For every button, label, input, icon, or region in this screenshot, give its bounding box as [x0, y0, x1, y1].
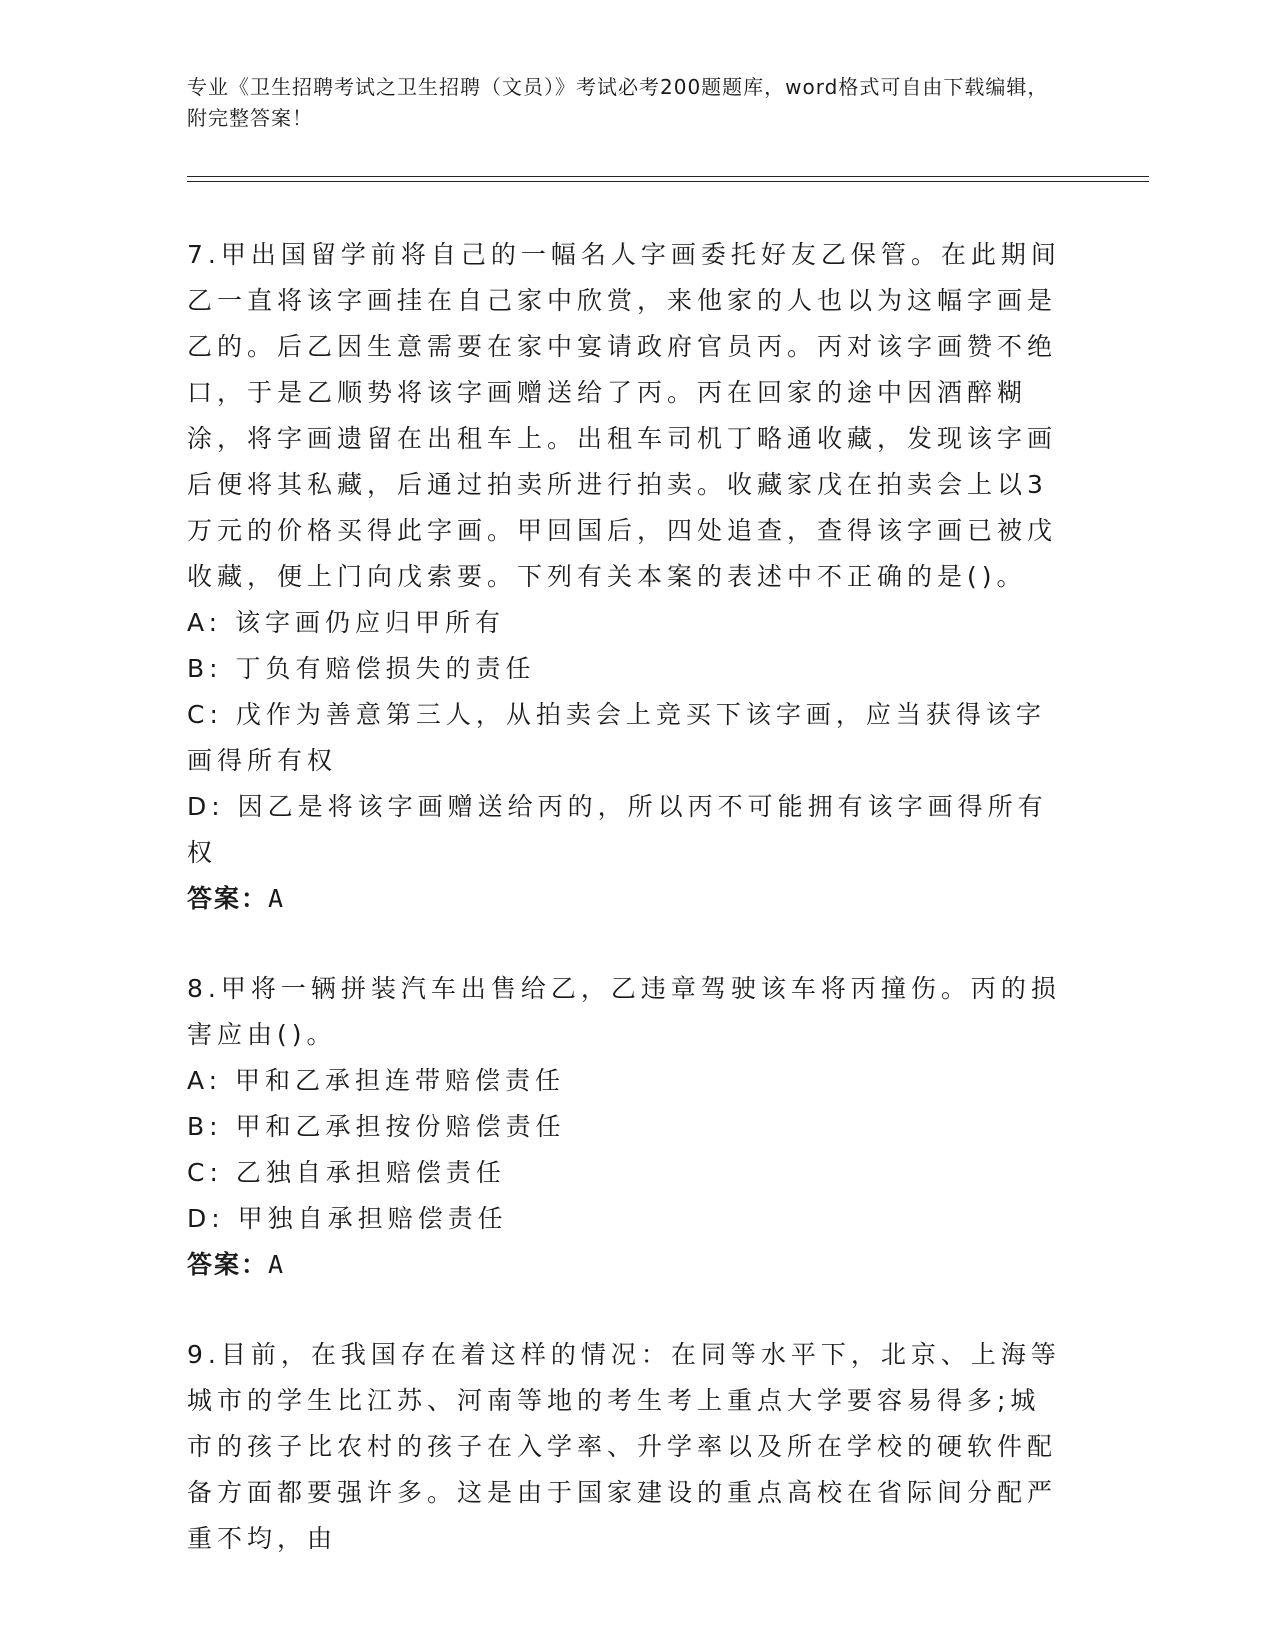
- answer-label: 答案：: [187, 1250, 269, 1279]
- question-7: [187, 232, 1067, 922]
- header-divider-bottom: [187, 181, 1149, 182]
- header-divider-top: [187, 176, 1149, 177]
- answer-label: 答案：: [187, 884, 269, 913]
- document-header: 专业《卫生招聘考试之卫生招聘（文员）》考试必考200题题库，word格式可自由下载编辑，附完整答案！: [187, 75, 1049, 130]
- question-stem: 9.目前，在我国存在着这样的情况：在同等水平下，北京、上海等城市的学生比江苏、河南等地的考生考上重点大学要容易得多;城市的孩子比农村的孩子在入学率、升学率以及所在学校的硬软件配备方面都要强许多。这是由于国家建设的重点高校在省际间分配严重不均，由: [187, 1340, 1061, 1553]
- question-list: [187, 232, 1067, 1606]
- question-9: [187, 1332, 1067, 1562]
- option-c: C: 乙独自承担赔偿责任: [187, 1158, 506, 1187]
- answer-line: [187, 1242, 1067, 1288]
- option-d: D: 因乙是将该字画赠送给丙的，所以丙不可能拥有该字画得所有权: [187, 792, 1048, 867]
- option-a: A: 甲和乙承担连带赔偿责任: [187, 1066, 566, 1095]
- option-d: D: 甲独自承担赔偿责任: [187, 1204, 508, 1233]
- option-b: B: 丁负有赔偿损失的责任: [187, 654, 536, 683]
- question-stem: 7.甲出国留学前将自己的一幅名人字画委托好友乙保管。在此期间乙一直将该字画挂在自己家中欣赏，来他家的人也以为这幅字画是乙的。后乙因生意需要在家中宴请政府官员丙。丙对该字画赞不绝口，于是乙顺势将该字画赠送给了丙。丙在回家的途中因酒醉糊涂，将字画遗留在出租车上。出租车司机丁略通收藏，发现该字画后便将其私藏，后通过拍卖所进行拍卖。收藏家戊在拍卖会上以3万元的价格买得此字画。甲回国后，四处追查，查得该字画已被戊收藏，便上门向戊索要。下列有关本案的表述中不正确的是()。: [187, 240, 1061, 591]
- option-b: B: 甲和乙承担按份赔偿责任: [187, 1112, 566, 1141]
- answer-value: A: [268, 884, 285, 913]
- option-c: C: 戊作为善意第三人，从拍卖会上竞买下该字画，应当获得该字画得所有权: [187, 700, 1046, 775]
- answer-value: A: [268, 1250, 285, 1279]
- option-a: A: 该字画仍应归甲所有: [187, 608, 506, 637]
- question-8: [187, 966, 1067, 1288]
- question-stem: 8.甲将一辆拼装汽车出售给乙，乙违章驾驶该车将丙撞伤。丙的损害应由()。: [187, 974, 1061, 1049]
- answer-line: [187, 876, 1067, 922]
